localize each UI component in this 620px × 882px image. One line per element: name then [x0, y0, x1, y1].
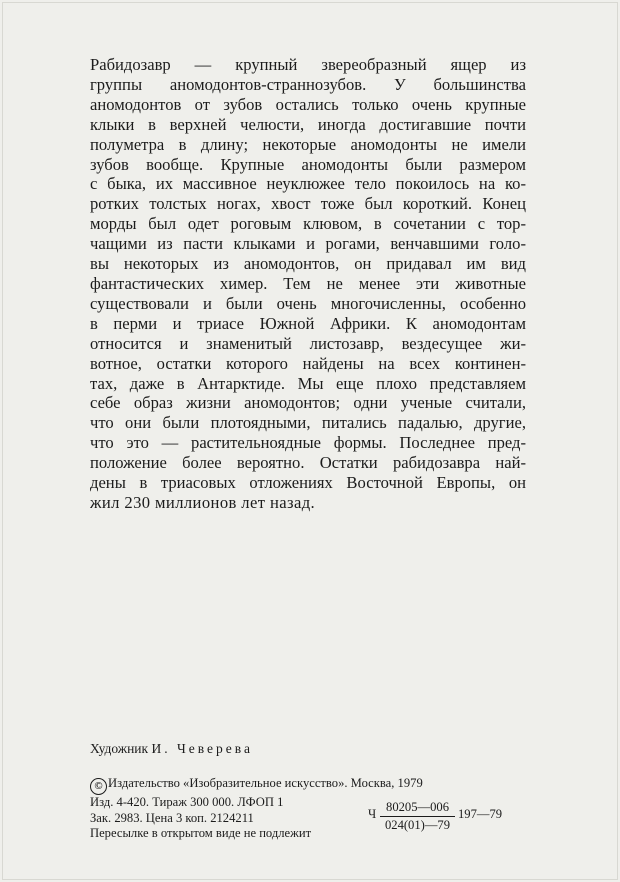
- text-line: полуметра в длину; некоторые аномодонты не имели: [90, 134, 526, 154]
- imprint-line-3: Зак. 2983. Цена 3 коп. 2124211: [90, 810, 254, 825]
- text-line: зубов вообще. Крупные аномодонты были размером: [90, 154, 526, 174]
- text-line: тах, даже в Антарктиде. Мы еще плохо представляем: [90, 373, 526, 393]
- copyright-icon: ©: [90, 778, 107, 795]
- imprint-line-4: Пересылке в открытом виде не подлежит: [90, 826, 312, 840]
- index-letter: Ч: [368, 807, 377, 821]
- text-line: что это — растительноядные формы. Последнее пред-: [90, 433, 526, 453]
- artist-name: И. Чеверева: [151, 741, 253, 756]
- index-numerator: 80205—006: [380, 800, 455, 817]
- text-line: жил 230 миллионов лет назад.: [90, 492, 316, 512]
- imprint-publisher-row: [90, 776, 530, 795]
- index-suffix: 197—79: [458, 807, 503, 821]
- text-line: вотное, остатки которого найдены на всех континен-: [90, 353, 526, 373]
- text-line: относится и знаменитый листозавр, вездесущее жи-: [90, 333, 526, 353]
- index-denominator: 024(01)—79: [384, 818, 451, 832]
- text-line: с быка, их массивное неуклюжее тело покоилось на ко-: [90, 174, 526, 194]
- text-line: что они были плотоядными, питались падалью, другие,: [90, 413, 526, 433]
- text-line: клыки в верхней челюсти, иногда достигавшие почти: [90, 114, 526, 134]
- text-line: чащими из пасти клыками и рогами, венчавшими голо-: [90, 234, 526, 254]
- text-line: положение более вероятно. Остатки рабидозавра най-: [90, 453, 526, 473]
- text-line: группы аномодонтов-страннозубов. У большинства: [90, 74, 526, 94]
- text-line: вы некоторых из аномодонтов, он придавал им вид: [90, 254, 526, 274]
- artist-label: Художник: [90, 741, 149, 756]
- artist-credit: [90, 741, 253, 757]
- text-line: фантастических химер. Тем не менее эти животные: [90, 273, 526, 293]
- index-fraction: [380, 800, 455, 833]
- imprint-publisher: Издательство «Изобразительное искусство». Москва, 1979: [108, 776, 423, 790]
- text-line: дены в триасовых отложениях Восточной Европы, он: [90, 473, 526, 493]
- text-line: Рабидозавр — крупный звереобразный ящер из: [90, 55, 526, 74]
- text-line: ротких толстых ногах, хвост тоже был короткий. Конец: [90, 194, 526, 214]
- imprint-line-2: Изд. 4-420. Тираж 300 000. ЛФОП 1: [90, 795, 284, 809]
- text-line: себе образ жизни аномодонтов; одни ученые считали,: [90, 393, 526, 413]
- text-line: в перми и триасе Южной Африки. К аномодонтам: [90, 313, 526, 333]
- text-line: существовали и были очень многочисленны, особенно: [90, 293, 526, 313]
- text-line: морды был одет роговым клювом, в сочетании с тор-: [90, 214, 526, 234]
- text-line: аномодонтов от зубов остались только очень крупные: [90, 94, 526, 114]
- body-text: [90, 55, 526, 513]
